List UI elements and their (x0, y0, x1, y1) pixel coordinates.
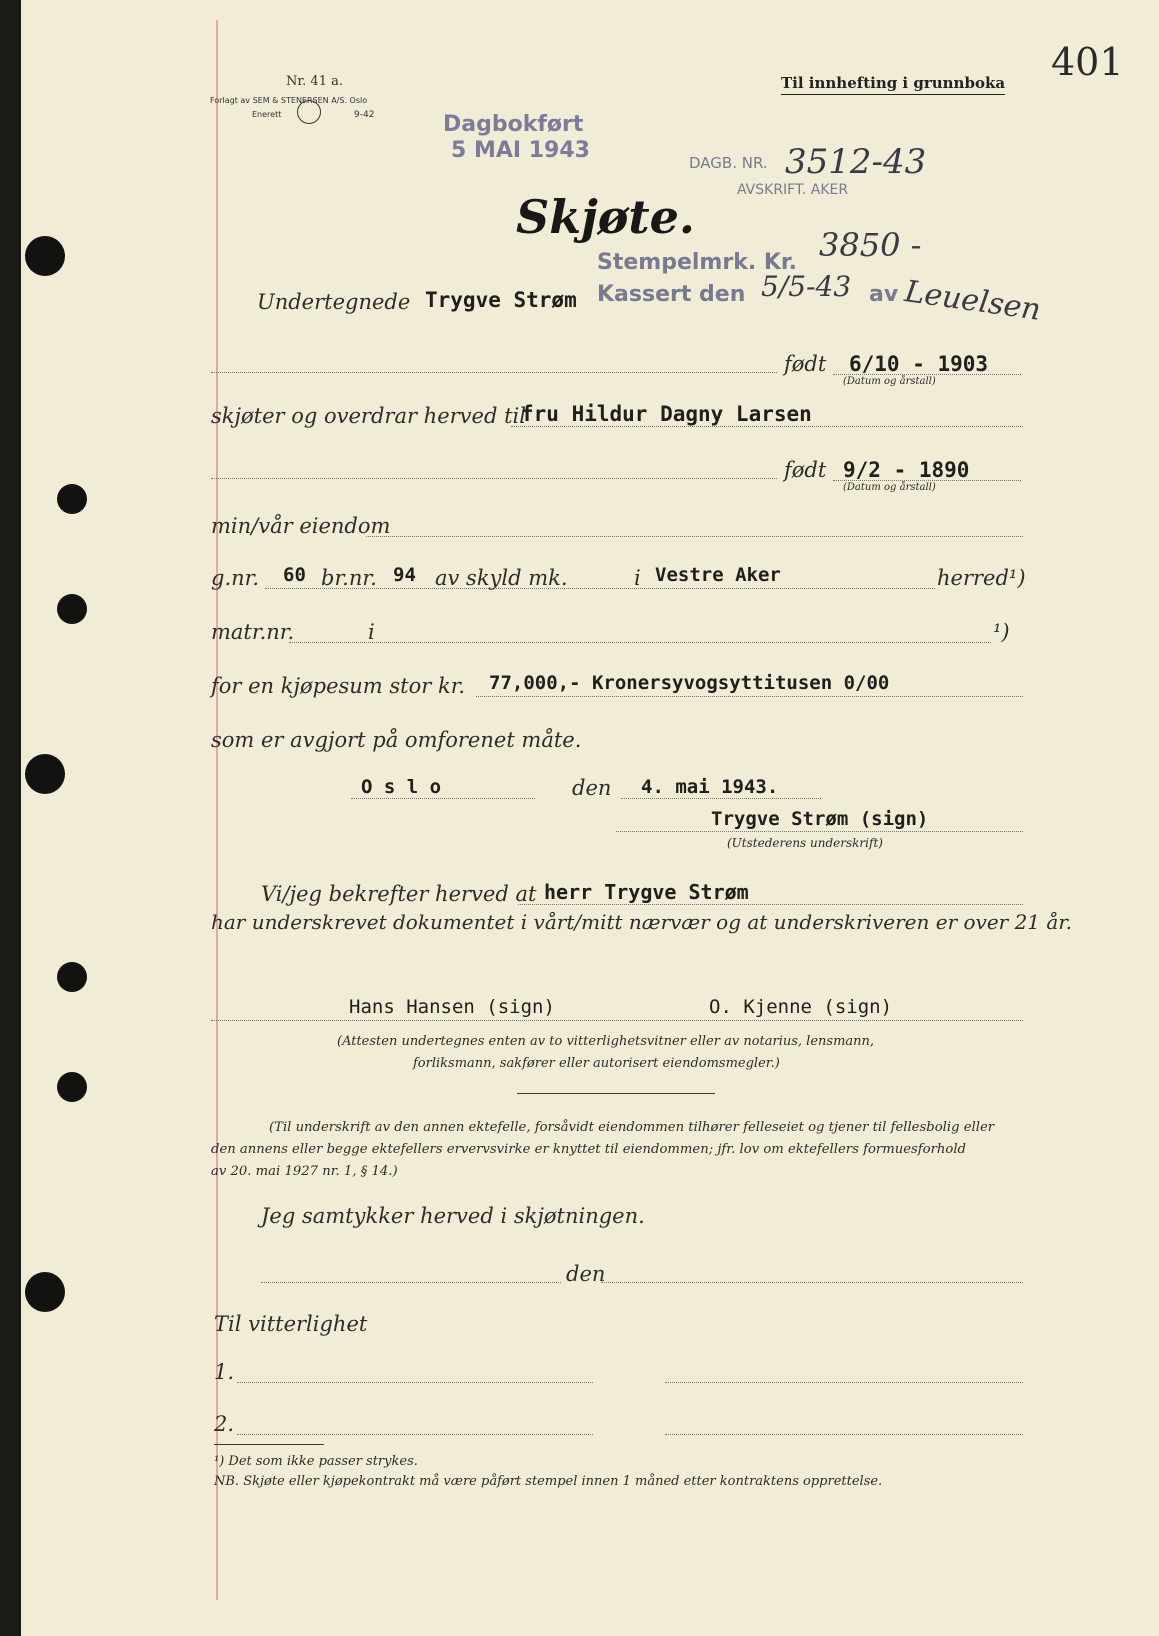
buyer-line (511, 426, 1023, 427)
matr-line (289, 642, 991, 643)
matr-label: matr.nr. (211, 620, 295, 644)
vitne-line-1a (237, 1382, 593, 1383)
bnr-value: 94 (393, 564, 416, 586)
vitne-line-1b (665, 1382, 1023, 1383)
property-label: min/vår eiendom (211, 514, 391, 538)
publisher-logo-icon (297, 100, 321, 124)
top-right-caption: Til innhefting i grunnboka (781, 74, 1005, 95)
document-page (21, 0, 1159, 1636)
consent-date-line (601, 1282, 1023, 1283)
vitne-item-2: 2. (214, 1412, 235, 1436)
gnr-line (265, 588, 935, 589)
footnote: ¹) Det som ikke passer strykes. (214, 1454, 418, 1469)
price-label: for en kjøpesum stor kr. (211, 674, 466, 698)
buyer-born-line (833, 480, 1021, 481)
settled-text: som er avgjort på omforenet måte. (211, 728, 582, 752)
place: O s l o (361, 776, 442, 798)
confirm-label: Vi/jeg bekrefter herved at (261, 882, 537, 906)
stempel-value: 3850 - (819, 226, 922, 264)
seller-born: 6/10 - 1903 (849, 352, 989, 376)
seller-born-line (833, 374, 1021, 375)
seller-name: Trygve Strøm (425, 288, 577, 312)
witness-line (211, 1020, 1023, 1021)
nb-note: NB. Skjøte eller kjøpekontrakt må være påført stempel innen 1 måned etter kontraktens opprettelse. (214, 1474, 883, 1489)
spouse-note-line2: den annens eller begge ektefellers ervervsvirke er knyttet til eiendommen; jfr. lov om ektefellers formuesforhold (211, 1142, 966, 1157)
punch-hole (57, 962, 87, 992)
confirm-line (518, 904, 1023, 905)
transfer-label: skjøter og overdrar herved til (211, 404, 526, 428)
kassert-value: 5/5-43 (761, 270, 852, 303)
enerett: Enerett (252, 110, 282, 119)
seller-datum-note: (Datum og årstall) (843, 376, 936, 387)
price-line (476, 696, 1023, 697)
punch-hole (57, 1072, 87, 1102)
dagbok-stamp-label: Dagbokført (443, 112, 584, 137)
publisher: Forlagt av SEM & STENERSEN A/S. Oslo (210, 96, 368, 105)
undertegnede-label: Undertegnede (257, 290, 411, 314)
property-line (366, 536, 1023, 537)
kassert-by: av (869, 282, 899, 307)
buyer-fodt-label: født (784, 458, 827, 482)
issuer-line (616, 831, 1023, 832)
document-title: Skjøte. (516, 190, 695, 244)
edition: 9-42 (354, 110, 375, 120)
page-number: 401 (1051, 40, 1124, 84)
place-line (351, 798, 535, 799)
vitne-item-1: 1. (214, 1360, 235, 1384)
section-divider (517, 1093, 715, 1094)
punch-hole (57, 484, 87, 514)
witness2-signature: O. Kjenne (sign) (709, 996, 893, 1018)
municipality: Vestre Aker (655, 564, 781, 586)
vitne-line-2a (237, 1434, 593, 1435)
punch-hole (25, 1272, 65, 1312)
matr-i-label: i (368, 620, 375, 644)
punch-hole (25, 754, 65, 794)
attest-note-line2: forliksmann, sakfører eller autorisert eiendomsmegler.) (413, 1056, 780, 1071)
vitterlighet-label: Til vitterlighet (214, 1312, 368, 1336)
footnote-rule (214, 1444, 324, 1445)
kassert-signature: Leuelsen (902, 274, 1043, 328)
gnr-label: g.nr. (211, 566, 260, 590)
dagbok-stamp-date: 5 MAI 1943 (451, 138, 590, 163)
consent-den-label: den (566, 1262, 606, 1286)
buyer-name: fru Hildur Dagny Larsen (521, 402, 812, 426)
dagb-nr-value: 3512-43 (785, 142, 927, 182)
avskrift-stamp: AVSKRIFT. AKER (737, 182, 849, 198)
buyer-datum-note: (Datum og årstall) (843, 482, 936, 493)
issuer-signature: Trygve Strøm (sign) (711, 808, 929, 830)
skyld-label: av skyld mk. (435, 566, 568, 590)
date-line (621, 798, 821, 799)
punch-hole (25, 236, 65, 276)
attest-note-line1: (Attesten undertegnes enten av to vitterlighetsvitner eller av notarius, lensmann, (337, 1034, 875, 1049)
herred-label: herred¹) (937, 566, 1026, 590)
bnr-label: br.nr. (321, 566, 377, 590)
consent-text: Jeg samtykker herved i skjøtningen. (261, 1204, 645, 1228)
date: 4. mai 1943. (641, 776, 779, 798)
confirm-text: har underskrevet dokumentet i vårt/mitt nærvær og at underskriveren er over 21 år. (211, 910, 1073, 934)
gnr-value: 60 (283, 564, 306, 586)
spouse-note-line1: (Til underskrift av den annen ektefelle, forsåvidt eiendommen tilhører felleseiet og tjener til fellesbolig eller (269, 1120, 995, 1135)
buyer-born: 9/2 - 1890 (843, 458, 970, 482)
seller-dotted-line (211, 372, 777, 373)
punch-hole (57, 594, 87, 624)
matr-end: ¹) (993, 620, 1010, 644)
buyer-dotted-line (211, 478, 777, 479)
kassert-label: Kassert den (597, 282, 746, 307)
stempel-label: Stempelmrk. Kr. (597, 250, 797, 275)
price-value: 77,000,- Kronersyvogsyttitusen 0/00 (489, 672, 890, 694)
issuer-caption: (Utstederens underskrift) (727, 836, 883, 850)
spouse-note-line3: av 20. mai 1927 nr. 1, § 14.) (211, 1164, 398, 1179)
seller-fodt-label: født (784, 352, 827, 376)
dagb-nr-label: DAGB. NR. (689, 154, 768, 172)
skyld-i-label: i (634, 566, 641, 590)
vitne-line-2b (665, 1434, 1023, 1435)
consent-place-line (261, 1282, 561, 1283)
date-den-label: den (572, 776, 612, 800)
form-number: Nr. 41 a. (286, 74, 343, 89)
witness1-signature: Hans Hansen (sign) (349, 996, 555, 1018)
confirm-name: herr Trygve Strøm (544, 880, 749, 904)
